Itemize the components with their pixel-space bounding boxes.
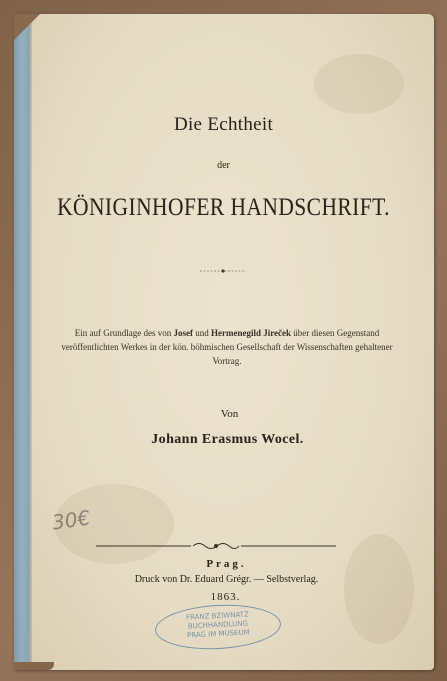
publication-place: Prag.	[206, 558, 247, 570]
spine-edge	[30, 14, 32, 670]
by-label: Von	[220, 408, 239, 420]
subtitle-description: Ein auf Grundlage des von Josef und Hermenegild Jireček über diesen Gegenstand veröffentlichten Werkes in der kön. böhmischen Gesellschaft der Wissenschaften gehaltener Vortrag.	[61, 328, 393, 366]
printer-line: Druck von Dr. Eduard Grégr. — Selbstverlag.	[134, 574, 319, 585]
stamp-line: BUCHHANDLUNG	[187, 619, 249, 631]
ornament-divider-icon	[200, 268, 246, 274]
stamp-line: FRANZ BZIWNATZ	[185, 610, 249, 622]
title-connector: der	[217, 160, 230, 171]
blue-spine	[14, 14, 30, 670]
torn-corner	[14, 14, 40, 40]
paper-stain	[344, 534, 414, 644]
torn-edge	[14, 662, 54, 670]
stamp-line: PRAG IM MUSEUM	[186, 628, 250, 640]
paper-stain	[314, 54, 404, 114]
main-title: KÖNIGINHOFER HANDSCHRIFT.	[57, 194, 390, 221]
title-line: Die Echtheit	[173, 114, 274, 135]
publication-year: 1863.	[210, 591, 241, 603]
author-name: Johann Erasmus Wocel.	[151, 432, 304, 447]
decorative-rule-icon	[96, 541, 336, 551]
handwritten-price-note: 30€	[50, 505, 92, 535]
